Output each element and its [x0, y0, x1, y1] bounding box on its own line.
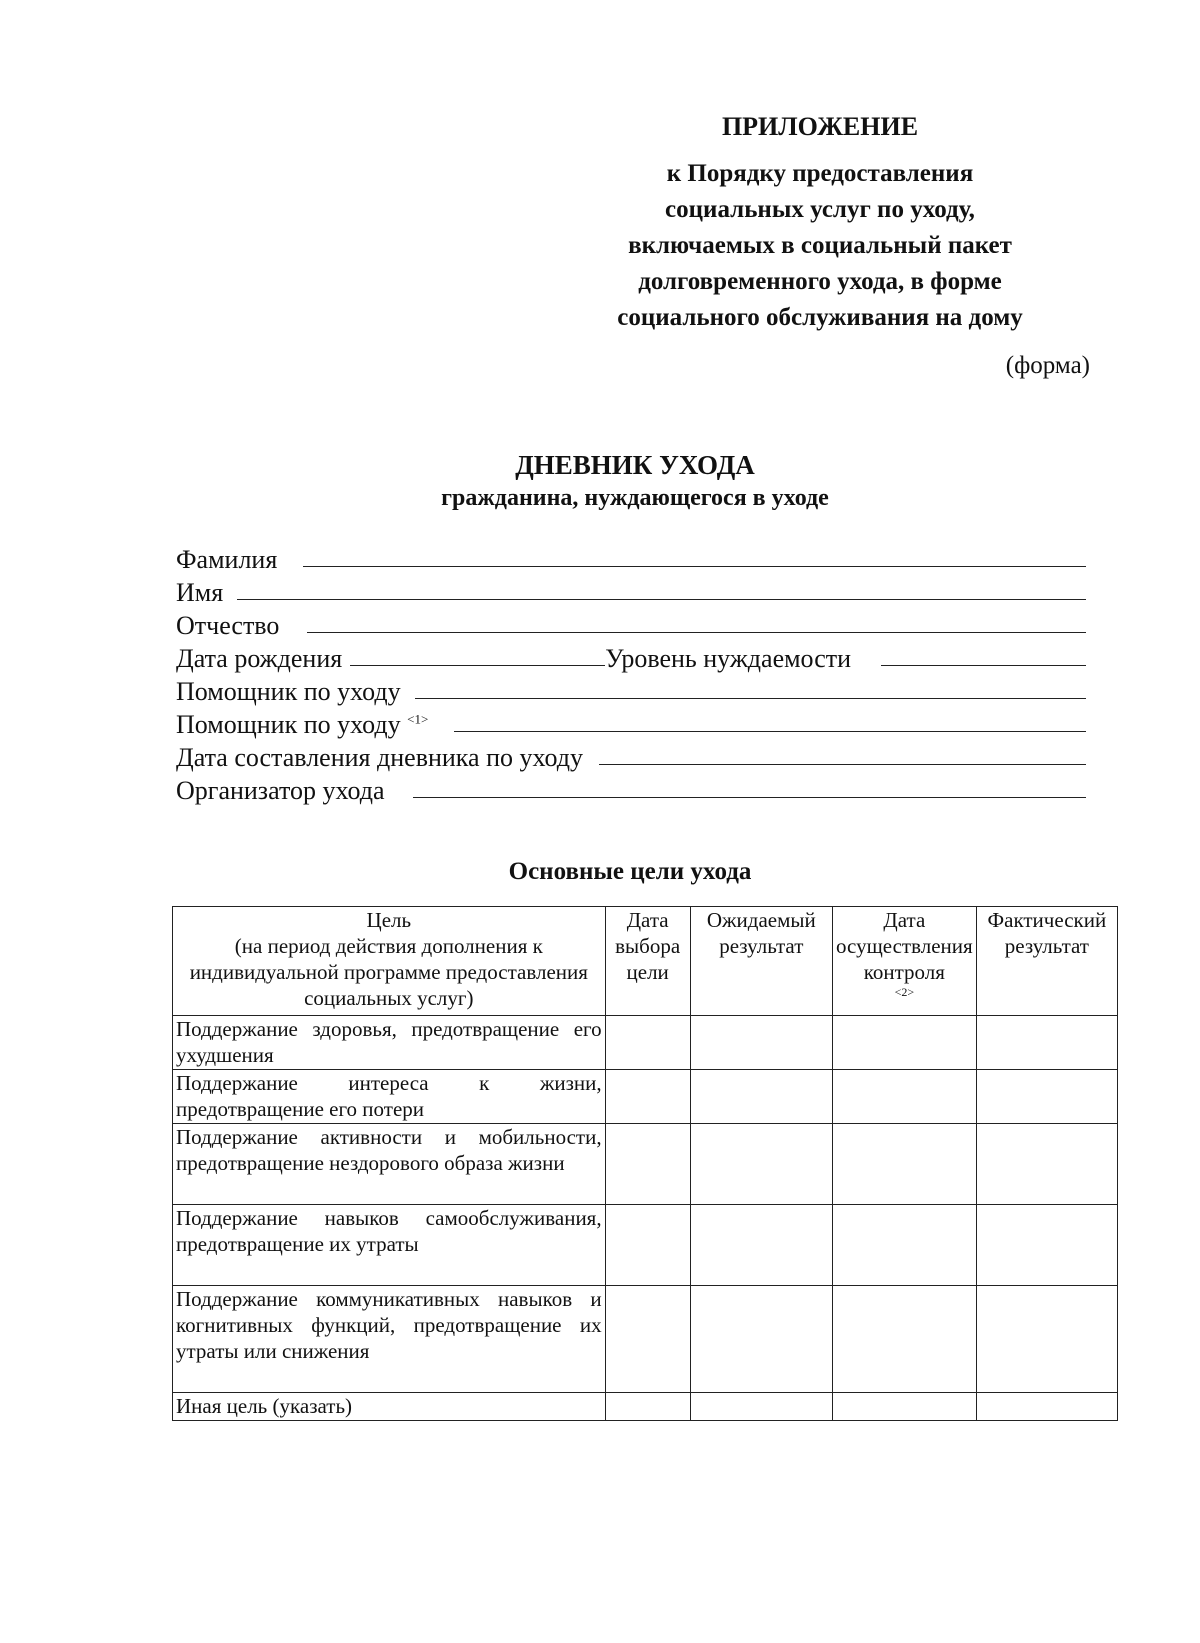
goal-cell: Поддержание активности и мобильности, предотвращение нездорового образа жизни	[173, 1124, 606, 1205]
annex-line: социального обслуживания на дому	[617, 304, 1023, 331]
date-chosen-cell[interactable]	[605, 1205, 690, 1286]
expected-result-column-header: Ожидаемый результат	[690, 907, 832, 1016]
control-date-cell[interactable]	[832, 1070, 976, 1124]
care-assistant-label: Помощник по уходу	[176, 677, 401, 706]
actual-result-cell[interactable]	[976, 1016, 1117, 1070]
table-row	[173, 1286, 1118, 1393]
need-level-label: Уровень нуждаемости	[605, 644, 852, 673]
form-label: (форма)	[1005, 352, 1090, 379]
care-organizer-field[interactable]	[413, 791, 1087, 798]
control-date-cell[interactable]	[832, 1124, 976, 1205]
surname-row	[176, 542, 1086, 575]
care-organizer-row	[176, 773, 1086, 806]
control-date-header-text: Дата осуществления контроля	[836, 908, 973, 984]
date-chosen-cell[interactable]	[605, 1393, 690, 1421]
footnote-ref-1: <1>	[407, 711, 429, 727]
table-row	[173, 1205, 1118, 1286]
date-chosen-cell[interactable]	[605, 1286, 690, 1393]
goal-cell: Поддержание коммуникативных навыков и когнитивных функций, предотвращение их утраты или снижения	[173, 1286, 606, 1393]
annex-line: социальных услуг по уходу,	[665, 196, 975, 223]
diary-date-row	[176, 740, 1086, 773]
birth-date-row	[176, 641, 1086, 674]
table-row	[173, 1124, 1118, 1205]
annex-title: ПРИЛОЖЕНИЕ	[721, 112, 919, 141]
name-field[interactable]	[237, 593, 1086, 600]
diary-date-label: Дата составления дневника по уходу	[176, 743, 583, 772]
expected-result-cell[interactable]	[690, 1124, 832, 1205]
actual-result-cell[interactable]	[976, 1393, 1117, 1421]
goals-table	[172, 906, 1118, 1421]
name-label: Имя	[176, 578, 224, 607]
document-title-block	[0, 448, 1200, 514]
control-date-cell[interactable]	[832, 1286, 976, 1393]
expected-result-cell[interactable]	[690, 1016, 832, 1070]
goal-header-title: Цель	[366, 908, 412, 932]
patronymic-label: Отчество	[176, 611, 280, 640]
footnote-ref-2: <2>	[894, 985, 915, 999]
name-row	[176, 575, 1086, 608]
surname-label: Фамилия	[176, 545, 278, 574]
care-assistant-row	[176, 674, 1086, 707]
goal-cell: Поддержание навыков самообслуживания, предотвращение их утраты	[173, 1205, 606, 1286]
control-date-cell[interactable]	[832, 1205, 976, 1286]
care-assistant-2-label: Помощник по уходу $^{<1>}$	[176, 710, 429, 739]
actual-result-cell[interactable]	[976, 1205, 1117, 1286]
expected-result-cell[interactable]	[690, 1286, 832, 1393]
table-row	[173, 1016, 1118, 1070]
table-row	[173, 1393, 1118, 1421]
goal-cell: Поддержание здоровья, предотвращение его ухудшения	[173, 1016, 606, 1070]
goal-cell: Поддержание интереса к жизни, предотвращение его потери	[173, 1070, 606, 1124]
control-date-column-header	[832, 907, 976, 1016]
goals-header-row	[173, 907, 1118, 1016]
birth-date-label: Дата рождения	[176, 644, 343, 673]
table-row	[173, 1070, 1118, 1124]
patronymic-row	[176, 608, 1086, 641]
patronymic-field[interactable]	[307, 626, 1086, 633]
date-chosen-cell[interactable]	[605, 1124, 690, 1205]
document-title: ДНЕВНИК УХОДА	[515, 450, 755, 480]
date-chosen-column-header: Дата выбора цели	[605, 907, 690, 1016]
actual-result-cell[interactable]	[976, 1070, 1117, 1124]
care-assistant-2-row	[176, 707, 1086, 740]
need-level-field[interactable]	[881, 659, 1086, 666]
expected-result-cell[interactable]	[690, 1393, 832, 1421]
actual-result-cell[interactable]	[976, 1286, 1117, 1393]
expected-result-cell[interactable]	[690, 1070, 832, 1124]
annex-line: к Порядку предоставления	[666, 160, 974, 187]
date-chosen-cell[interactable]	[605, 1016, 690, 1070]
actual-result-cell[interactable]	[976, 1124, 1117, 1205]
annex-line: включаемых в социальный пакет	[628, 232, 1012, 259]
care-assistant-field[interactable]	[415, 692, 1086, 699]
care-organizer-label: Организатор ухода	[176, 776, 385, 805]
goal-column-header	[173, 907, 606, 1016]
control-date-cell[interactable]	[832, 1016, 976, 1070]
diary-date-field[interactable]	[599, 758, 1086, 765]
birth-date-field[interactable]	[350, 659, 605, 666]
actual-result-column-header: Фактический результат	[976, 907, 1117, 1016]
annex-block	[560, 112, 1080, 336]
goal-header-subtitle: (на период действия дополнения к индивидуальной программе предоставления социальных услуг)	[189, 934, 588, 1010]
personal-fields	[176, 542, 1086, 806]
date-chosen-cell[interactable]	[605, 1070, 690, 1124]
expected-result-cell[interactable]	[690, 1205, 832, 1286]
annex-line: долговременного ухода, в форме	[638, 268, 1002, 295]
control-date-cell[interactable]	[832, 1393, 976, 1421]
goals-section-title: Основные цели ухода	[508, 858, 752, 885]
goal-cell: Иная цель (указать)	[173, 1393, 606, 1421]
care-assistant-2-field[interactable]	[454, 725, 1086, 732]
surname-field[interactable]	[303, 560, 1086, 567]
document-subtitle: гражданина, нуждающегося в уходе	[441, 485, 829, 511]
